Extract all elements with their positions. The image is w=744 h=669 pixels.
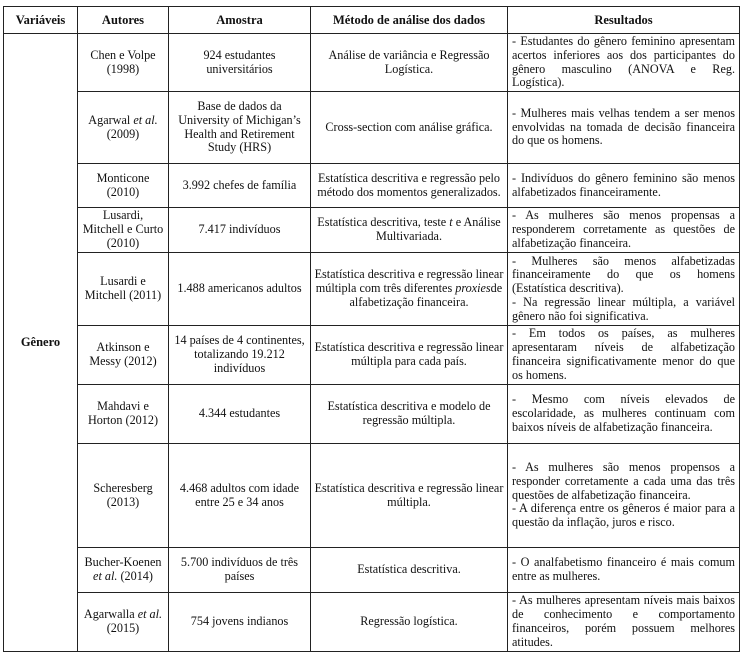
variable-cell: Gênero: [4, 34, 78, 652]
authors-cell: Agarwalla et al. (2015): [78, 593, 169, 652]
results-cell: - As mulheres apresentam níveis mais baixos de conhecimento e comportamento financeiros, porém possuem melhores atitudes.: [508, 593, 740, 652]
sample-cell: 924 estudantes universitários: [169, 34, 311, 92]
table-row: [4, 92, 740, 164]
sample-cell: 1.488 americanos adultos: [169, 253, 311, 326]
results-cell: - Mesmo com níveis elevados de escolaridade, as mulheres continuam com baixos níveis de alfabetização financeira.: [508, 385, 740, 444]
results-cell: - As mulheres são menos propensos a responder corretamente a cada uma das três questões de alfabetização financeira. - A diferença entre os gêneros é maior para a questão da inflação, juros e risco.: [508, 444, 740, 548]
authors-cell: Atkinson e Messy (2012): [78, 326, 169, 385]
method-cell: Estatística descritiva e regressão linear múltipla com três diferentes proxiesde alfabetização financeira.: [311, 253, 508, 326]
results-cell: - Mulheres são menos alfabetizadas financeiramente do que os homens (Estatística descritiva). - Na regressão linear múltipla, a variável gênero não foi significativa.: [508, 253, 740, 326]
method-cell: Estatística descritiva.: [311, 548, 508, 593]
table-row: [4, 593, 740, 652]
header-row: [4, 7, 740, 34]
sample-cell: 14 países de 4 continentes, totalizando 19.212 indivíduos: [169, 326, 311, 385]
results-cell: - Em todos os países, as mulheres apresentaram níveis de alfabetização financeira significativamente menor do que os homens.: [508, 326, 740, 385]
sample-cell: 4.468 adultos com idade entre 25 e 34 anos: [169, 444, 311, 548]
authors-cell: Scheresberg (2013): [78, 444, 169, 548]
table-row: [4, 548, 740, 593]
sample-cell: 3.992 chefes de família: [169, 164, 311, 208]
method-cell: Estatística descritiva, teste t e Análise Multivariada.: [311, 208, 508, 253]
authors-cell: Lusardi e Mitchell (2011): [78, 253, 169, 326]
authors-cell: Chen e Volpe (1998): [78, 34, 169, 92]
method-cell: Regressão logística.: [311, 593, 508, 652]
method-cell: Estatística descritiva e modelo de regressão múltipla.: [311, 385, 508, 444]
sample-cell: 4.344 estudantes: [169, 385, 311, 444]
results-cell: - As mulheres são menos propensas a responderem corretamente as questões de alfabetização financeira.: [508, 208, 740, 253]
method-cell: Estatística descritiva e regressão pelo método dos momentos generalizados.: [311, 164, 508, 208]
authors-cell: Lusardi, Mitchell e Curto (2010): [78, 208, 169, 253]
authors-cell: Mahdavi e Horton (2012): [78, 385, 169, 444]
header-results: Resultados: [508, 7, 740, 34]
table-row: [4, 34, 740, 92]
results-cell: - Mulheres mais velhas tendem a ser menos envolvidas na tomada de decisão financeira do que os homens.: [508, 92, 740, 164]
results-cell: - Estudantes do gênero feminino apresentam acertos inferiores aos dos participantes do gênero masculino (ANOVA e Reg. Logística).: [508, 34, 740, 92]
table-row: [4, 385, 740, 444]
table-row: [4, 253, 740, 326]
table-row: [4, 164, 740, 208]
results-cell: - Indivíduos do gênero feminino são menos alfabetizados financeiramente.: [508, 164, 740, 208]
authors-cell: Bucher-Koenen et al. (2014): [78, 548, 169, 593]
results-cell: - O analfabetismo financeiro é mais comum entre as mulheres.: [508, 548, 740, 593]
header-variables: Variáveis: [4, 7, 78, 34]
sample-cell: 7.417 indivíduos: [169, 208, 311, 253]
header-method: Método de análise dos dados: [311, 7, 508, 34]
method-cell: Estatística descritiva e regressão linear múltipla.: [311, 444, 508, 548]
sample-cell: Base de dados da University of Michigan’s Health and Retirement Study (HRS): [169, 92, 311, 164]
header-sample: Amostra: [169, 7, 311, 34]
method-cell: Estatística descritiva e regressão linear múltipla para cada país.: [311, 326, 508, 385]
method-cell: Cross-section com análise gráfica.: [311, 92, 508, 164]
table-row: [4, 208, 740, 253]
table-row: [4, 326, 740, 385]
header-authors: Autores: [78, 7, 169, 34]
method-cell: Análise de variância e Regressão Logística.: [311, 34, 508, 92]
sample-cell: 5.700 indivíduos de três países: [169, 548, 311, 593]
authors-cell: Agarwal et al. (2009): [78, 92, 169, 164]
sample-cell: 754 jovens indianos: [169, 593, 311, 652]
table-row: [4, 444, 740, 548]
literature-table: [3, 6, 740, 652]
authors-cell: Monticone (2010): [78, 164, 169, 208]
